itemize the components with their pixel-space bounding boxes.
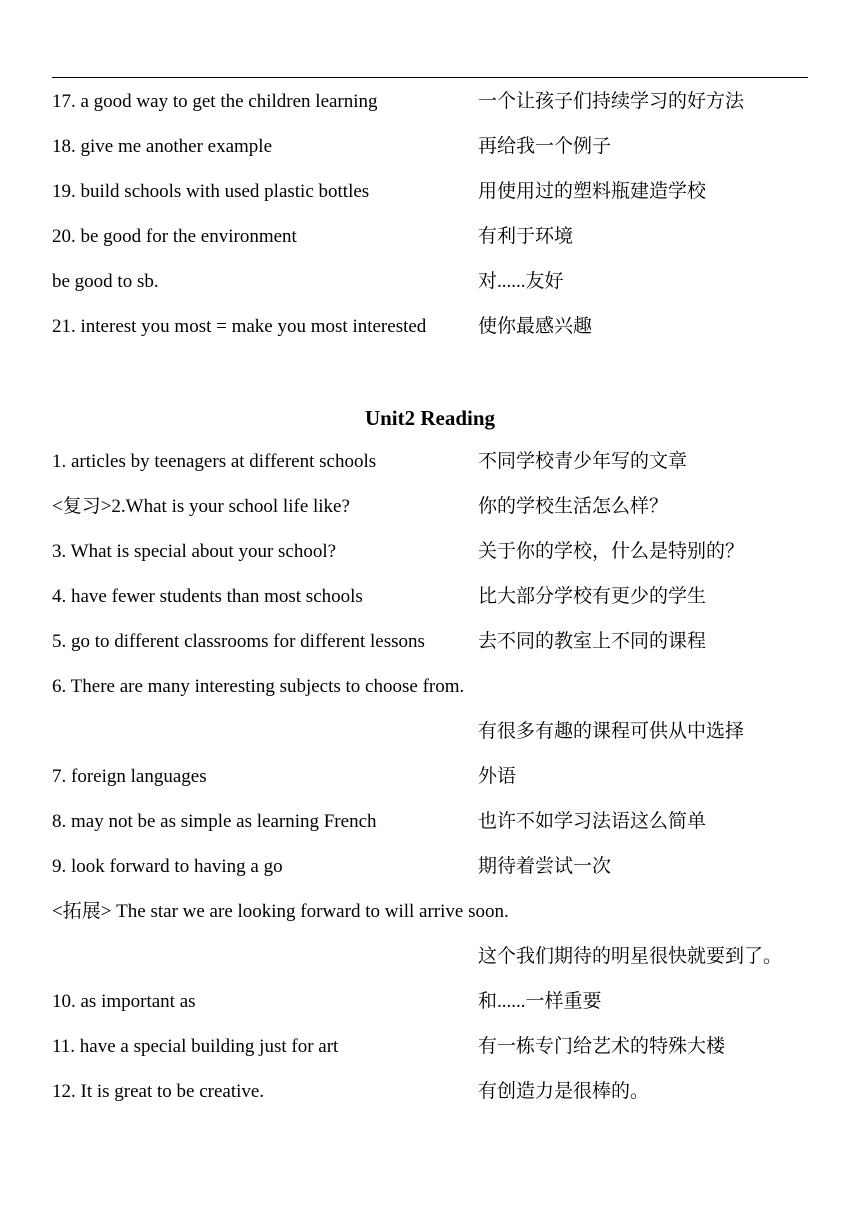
english-phrase: 10. as important as bbox=[52, 991, 196, 1012]
english-phrase: <复习>2.What is your school life like? bbox=[52, 496, 350, 517]
english-phrase: 8. may not be as simple as learning French bbox=[52, 811, 377, 832]
vocab-row bbox=[52, 224, 812, 269]
chinese-translation: 这个我们期待的明星很快就要到了。 bbox=[478, 946, 783, 967]
chinese-translation: 有一栋专门给艺术的特殊大楼 bbox=[478, 1036, 726, 1057]
english-phrase: 21. interest you most = make you most interested bbox=[52, 316, 427, 337]
vocab-row bbox=[52, 449, 812, 494]
vocab-row bbox=[52, 989, 812, 1034]
english-phrase: 1. articles by teenagers at different schools bbox=[52, 451, 377, 472]
chinese-translation: 关于你的学校，什么是特别的？ bbox=[478, 541, 745, 562]
header-rule bbox=[52, 77, 808, 78]
chinese-translation: 有创造力是很棒的。 bbox=[478, 1081, 650, 1102]
vocab-row bbox=[52, 269, 812, 314]
vocab-row bbox=[52, 179, 812, 224]
chinese-translation: 你的学校生活怎么样？ bbox=[478, 496, 669, 517]
english-phrase: 19. build schools with used plastic bottles bbox=[52, 181, 370, 202]
vocab-list-reading bbox=[52, 449, 812, 1124]
vocab-row bbox=[52, 1034, 812, 1079]
vocab-row bbox=[52, 89, 812, 134]
english-phrase: 18. give me another example bbox=[52, 136, 273, 157]
english-phrase: <拓展> The star we are looking forward to will arrive soon. bbox=[52, 901, 509, 922]
english-phrase: 5. go to different classrooms for different lessons bbox=[52, 631, 425, 652]
vocab-row bbox=[52, 134, 812, 179]
vocab-row bbox=[52, 899, 812, 944]
section-title: Unit2 Reading bbox=[364, 406, 496, 430]
chinese-translation: 去不同的教室上不同的课程 bbox=[478, 631, 707, 652]
english-phrase: 12. It is great to be creative. bbox=[52, 1081, 265, 1102]
english-phrase: 17. a good way to get the children learning bbox=[52, 91, 378, 112]
chinese-translation: 用使用过的塑料瓶建造学校 bbox=[478, 181, 707, 202]
chinese-translation: 外语 bbox=[478, 766, 517, 787]
vocab-row bbox=[52, 539, 812, 584]
english-phrase: 20. be good for the environment bbox=[52, 226, 297, 247]
english-phrase: be good to sb. bbox=[52, 271, 159, 292]
chinese-translation: 再给我一个例子 bbox=[478, 136, 612, 157]
vocab-row bbox=[52, 674, 812, 719]
english-phrase: 9. look forward to having a go bbox=[52, 856, 283, 877]
vocab-row bbox=[52, 314, 812, 359]
chinese-translation: 期待着尝试一次 bbox=[478, 856, 612, 877]
chinese-translation: 对......友好 bbox=[478, 271, 564, 292]
vocab-list-continued bbox=[52, 89, 812, 359]
vocab-row bbox=[52, 719, 812, 764]
vocab-row bbox=[52, 584, 812, 629]
vocab-row bbox=[52, 944, 812, 989]
chinese-translation: 使你最感兴趣 bbox=[478, 316, 593, 337]
chinese-translation: 有利于环境 bbox=[478, 226, 574, 247]
vocab-row bbox=[52, 629, 812, 674]
chinese-translation: 也许不如学习法语这么简单 bbox=[478, 811, 707, 832]
chinese-translation: 不同学校青少年写的文章 bbox=[478, 451, 688, 472]
chinese-translation: 比大部分学校有更少的学生 bbox=[478, 586, 707, 607]
english-phrase: 11. have a special building just for art bbox=[52, 1036, 339, 1057]
vocab-row bbox=[52, 764, 812, 809]
english-phrase: 3. What is special about your school? bbox=[52, 541, 337, 562]
english-phrase: 4. have fewer students than most schools bbox=[52, 586, 363, 607]
chinese-translation: 一个让孩子们持续学习的好方法 bbox=[478, 91, 745, 112]
vocab-row bbox=[52, 1079, 812, 1124]
vocab-row bbox=[52, 494, 812, 539]
vocab-row bbox=[52, 854, 812, 899]
vocab-row bbox=[52, 809, 812, 854]
chinese-translation: 和......一样重要 bbox=[478, 991, 602, 1012]
chinese-translation: 有很多有趣的课程可供从中选择 bbox=[478, 721, 745, 742]
english-phrase: 6. There are many interesting subjects to choose from. bbox=[52, 676, 465, 697]
english-phrase: 7. foreign languages bbox=[52, 766, 207, 787]
